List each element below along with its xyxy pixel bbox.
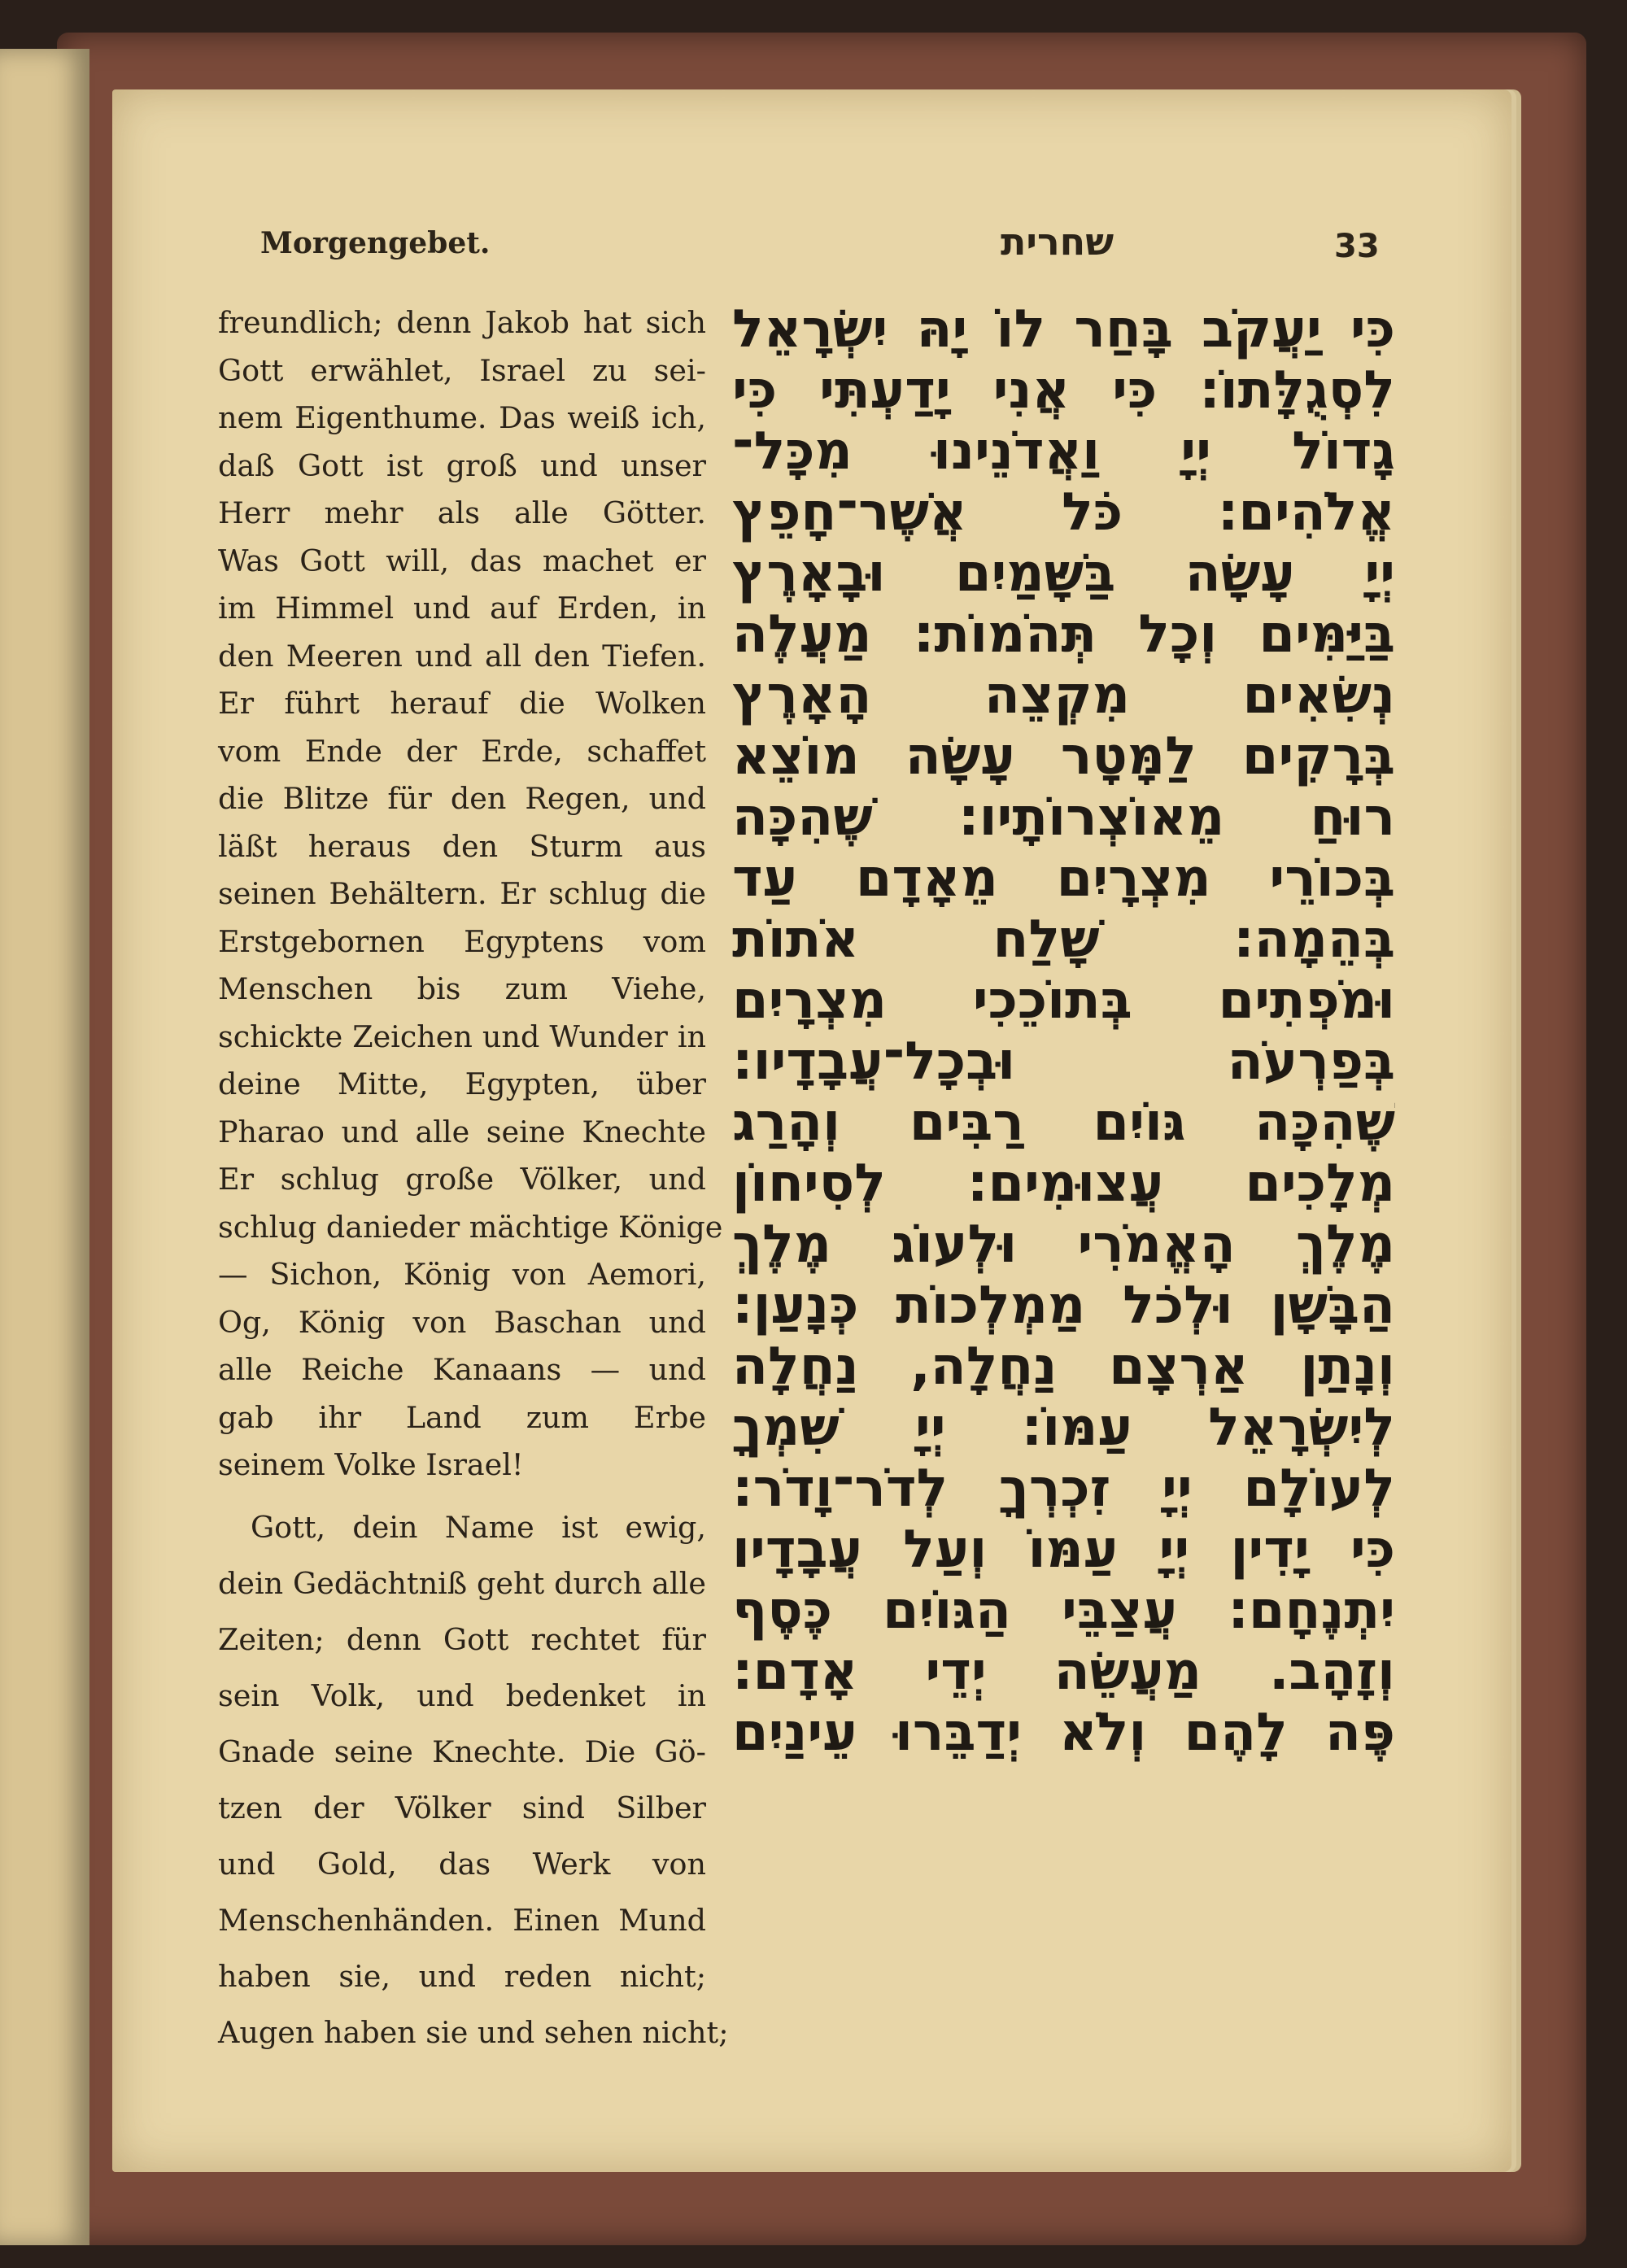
- text-line: Gott, dein Name ist ewig,: [251, 1509, 706, 1545]
- text-line: Augen haben sie und sehen nicht;: [218, 2014, 729, 2050]
- text-line: Pharao und alle seine Knechte: [218, 1114, 706, 1149]
- hebrew-line: מְלָכִים עֲצוּמִים: לְסִיחוֹן: [732, 1154, 1395, 1214]
- hebrew-line: בְּהֵמָה: שָׁלַח אֹתוֹת: [732, 909, 1395, 970]
- text-line: Zeiten; denn Gott rechtet für: [218, 1621, 706, 1657]
- text-line: seinem Volke Israel!: [218, 1447, 524, 1482]
- hebrew-line: לְעוֹלָם יְיָ זִכְרְךָ לְדֹר־וָדֹר:: [732, 1459, 1395, 1519]
- text-line: die Blitze für den Regen, und: [218, 781, 706, 816]
- text-line: dein Gedächtniß geht durch alle: [218, 1565, 706, 1601]
- text-line: seinen Behältern. Er schlug die: [218, 876, 706, 911]
- hebrew-line: הַבָּשָׁן וּלְכֹל מַמְלְכוֹת כְּנָעַן:: [732, 1276, 1395, 1336]
- text-line: den Meeren und all den Tiefen.: [218, 638, 706, 674]
- german-paragraph-2: [218, 1499, 729, 2061]
- hebrew-line: וְזָהָב. מַעֲשֵׂה יְדֵי אָדָם:: [732, 1642, 1395, 1702]
- text-line: Og, König von Baschan und: [218, 1304, 706, 1340]
- hebrew-line: בְּרָקִים לַמָּטָר עָשָׂה מוֹצֵא: [732, 726, 1395, 787]
- running-header-hebrew: שחרית: [1001, 220, 1114, 264]
- hebrew-line: וְנָתַן אַרְצָם נַחֲלָה, נַחֲלָה: [732, 1337, 1395, 1397]
- running-header-german: Morgengebet.: [260, 226, 491, 260]
- text-line: und Gold, das Werk von: [218, 1846, 706, 1882]
- german-column: [218, 299, 729, 2061]
- text-line: im Himmel und auf Erden, in: [218, 591, 706, 626]
- text-line: schickte Zeichen und Wunder in: [218, 1018, 706, 1054]
- hebrew-line: מֶלֶךְ הָאֱמֹרִי וּלְעוֹג מֶלֶךְ: [732, 1215, 1395, 1275]
- text-line: freundlich; denn Jakob hat sich: [218, 305, 706, 340]
- page-number: 33: [1334, 228, 1380, 265]
- text-line: Menschen bis zum Viehe,: [218, 971, 706, 1006]
- text-line: Er schlug große Völker, und: [218, 1162, 706, 1197]
- text-line: haben sie, und reden nicht;: [218, 1958, 706, 1994]
- text-line: Er führt herauf die Wolken: [218, 686, 706, 721]
- text-line: alle Reiche Kanaans — und: [218, 1352, 706, 1387]
- hebrew-line: לְיִשְׂרָאֵל עַמּוֹ: יְיָ שִׁמְךָ: [732, 1398, 1395, 1458]
- hebrew-line: גָדוֹל יְיָ וַאֲדֹנֵינוּ מִכָּל־: [732, 421, 1395, 482]
- left-page-edge: [0, 49, 89, 2245]
- text-line: Menschenhänden. Einen Mund: [218, 1902, 706, 1938]
- german-paragraph-1: [218, 299, 723, 1489]
- hebrew-line: בְּכוֹרֵי מִצְרָיִם מֵאָדָם עַד: [732, 848, 1395, 909]
- hebrew-column: [732, 299, 1395, 1764]
- text-line: Gott erwählet, Israel zu sei-: [218, 352, 706, 388]
- text-line: Herr mehr als alle Götter.: [218, 495, 706, 530]
- hebrew-line: כִּי יַעֲקֹב בָּחַר לוֹ יָהּ יִשְׂרָאֵל: [732, 299, 1395, 360]
- text-line: sein Volk, und bedenket in: [218, 1677, 706, 1713]
- hebrew-line: לִסְגֻלָּתוֹ: כִּי אֲנִי יָדַעְתִּי כִּי: [732, 360, 1395, 421]
- text-line: nem Eigenthume. Das weiß ich,: [218, 400, 706, 435]
- text-line: läßt heraus den Sturm aus: [218, 828, 706, 864]
- text-line: gab ihr Land zum Erbe: [218, 1399, 706, 1435]
- hebrew-line: יִתְנֶחָם: עֲצַבֵּי הַגּוֹיִם כֶּסֶף: [732, 1581, 1395, 1641]
- text-line: Was Gott will, das machet er: [218, 543, 706, 578]
- hebrew-line: בְּפַרְעֹה וּבְכָל־עֲבָדָיו:: [732, 1032, 1395, 1092]
- hebrew-line: שֶׁהִכָּה גּוֹיִם רַבִּים וְהָרַג: [732, 1093, 1395, 1153]
- text-line: deine Mitte, Egypten, über: [218, 1066, 706, 1101]
- text-line: daß Gott ist groß und unser: [218, 447, 706, 483]
- hebrew-line: נְשִׂאִים מִקְצֵה הָאָרֶץ: [732, 665, 1395, 726]
- hebrew-line: כִּי יָדִין יְיָ עַמּוֹ וְעַל עֲבָדָיו: [732, 1520, 1395, 1580]
- text-line: vom Ende der Erde, schaffet: [218, 733, 706, 769]
- hebrew-line: יְיָ עָשָׂה בַּשָּׁמַיִם וּבָאָרֶץ: [732, 543, 1395, 604]
- hebrew-line: בַּיַּמִּים וְכָל תְּהֹמוֹת: מַעֲלֶה: [732, 604, 1395, 665]
- text-line: Erstgebornen Egyptens vom: [218, 923, 706, 959]
- text-line: schlug danieder mächtige Könige: [218, 1209, 723, 1245]
- text-line: — Sichon, König von Aemori,: [218, 1257, 706, 1292]
- hebrew-line: פֶּה לָהֶם וְלֹא יְדַבֵּרוּ עֵינַיִם: [732, 1703, 1395, 1763]
- hebrew-line: אֱלֹהִים: כֹּל אֲשֶׁר־חָפֵץ: [732, 482, 1395, 543]
- text-line: Gnade seine Knechte. Die Gö-: [218, 1734, 706, 1769]
- text-line: tzen der Völker sind Silber: [218, 1790, 706, 1825]
- hebrew-line: רוּחַ מֵאוֹצְרוֹתָיו: שֶׁהִכָּה: [732, 787, 1395, 848]
- hebrew-line: וּמֹפְתִים בְּתוֹכֵכִי מִצְרָיִם: [732, 970, 1395, 1031]
